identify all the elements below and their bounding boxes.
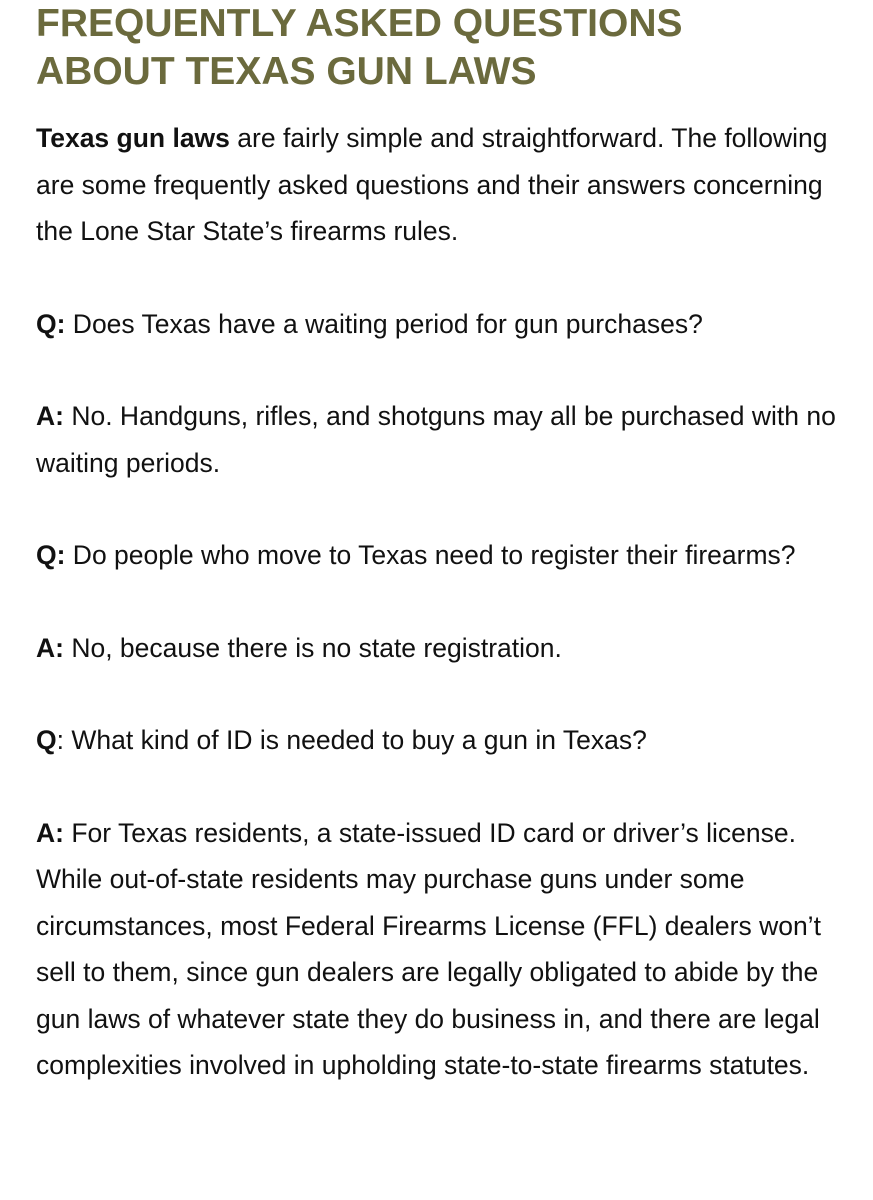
faq-question-1	[36, 301, 856, 348]
page-title-line-2: ABOUT TEXAS GUN LAWS	[36, 50, 537, 93]
faq-answer-3	[36, 810, 856, 1089]
faq-answer-1	[36, 393, 856, 486]
page-title	[36, 0, 856, 96]
page-title-line-1: FREQUENTLY ASKED QUESTIONS	[36, 2, 683, 45]
intro-text: are fairly simple and straightforward. The following are some frequently asked questions and their answers concerning the Lone Star State’s firearms rules.	[36, 123, 828, 246]
answer-label: A:	[36, 632, 64, 663]
question-text: Does Texas have a waiting period for gun purchases?	[65, 308, 703, 339]
answer-text: For Texas residents, a state-issued ID card or driver’s license. While out-of-state residents may purchase guns under some circumstances, most Federal Firearms License (FFL) dealers won’t sell to them, since gun dealers are legally obligated to abide by the gun laws of whatever state they do business in, and there are legal complexities involved in upholding state-to-state firearms statutes.	[36, 817, 821, 1080]
faq-question-3	[36, 717, 856, 764]
faq-answer-2	[36, 625, 856, 672]
question-label: Q:	[36, 308, 66, 339]
question-label: Q:	[36, 540, 66, 570]
question-text: Do people who move to Texas need to register their firearms?	[65, 540, 796, 570]
answer-text: No. Handguns, rifles, and shotguns may all be purchased with no waiting periods.	[36, 401, 836, 478]
question-text: : What kind of ID is needed to buy a gun in Texas?	[56, 725, 647, 755]
faq-question-2	[36, 532, 856, 579]
answer-label: A:	[36, 401, 64, 431]
answer-text: No, because there is no state registration.	[63, 632, 562, 663]
intro-paragraph	[36, 115, 856, 255]
intro-bold-lead: Texas gun laws	[36, 123, 230, 153]
faq-article	[36, 0, 856, 1089]
answer-label: A:	[36, 817, 64, 848]
question-label: Q	[36, 725, 57, 755]
